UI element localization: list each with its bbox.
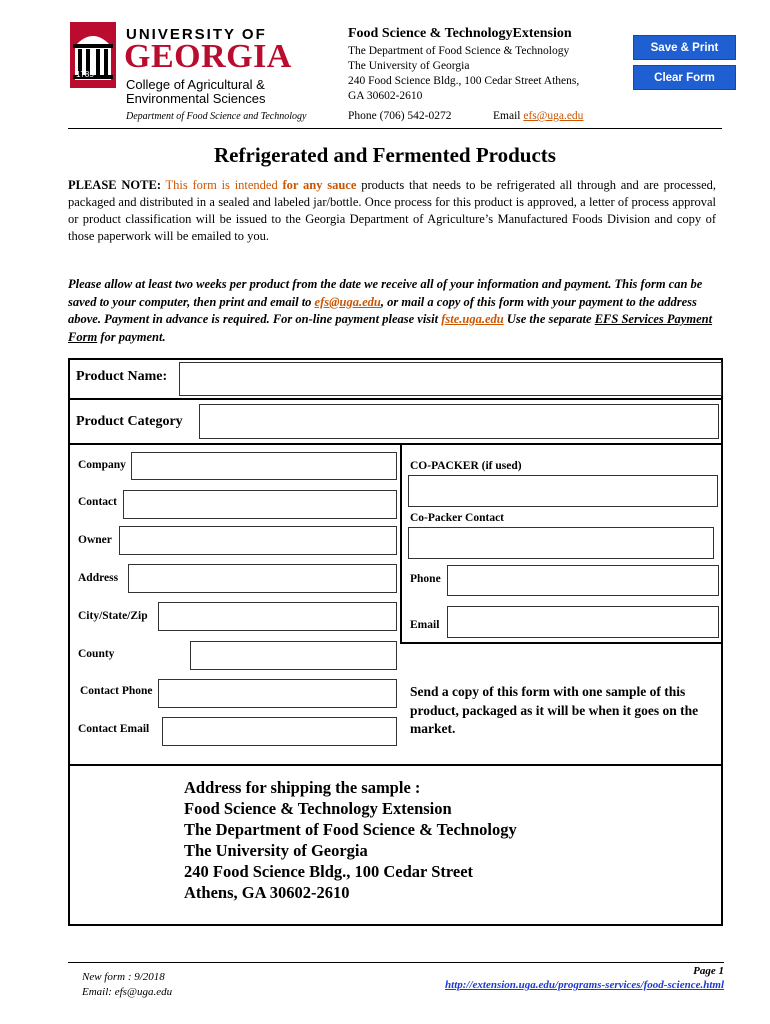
footer-right: [445, 964, 724, 992]
phone-input[interactable]: [447, 565, 719, 596]
note-part2: products that needs to be refrigerated all through and are processed, packaged and distributed in a sealed and labeled jar/bottle. Once process for this product is approved, a letter of process approval or product classification will be issued to the Georgia Department of Agriculture’s Manufactured Foods Division and copy of those paperwork will be emailed to you.: [68, 178, 717, 243]
contact-phone-input[interactable]: [158, 679, 397, 708]
sample-note: Send a copy of this form with one sample of this product, packaged as it will be when it goes on the market.: [410, 684, 699, 736]
instr-text4: for payment.: [100, 329, 166, 344]
owner-label: Owner: [78, 534, 112, 546]
copacker-label: CO-PACKER (if used): [410, 460, 522, 472]
copacker-input[interactable]: [408, 475, 718, 507]
contact-email-input[interactable]: [162, 717, 397, 746]
college-line2: Environmental Sciences: [126, 91, 266, 106]
footer-divider: [68, 962, 724, 963]
product-name-input[interactable]: [179, 362, 722, 396]
college-line1: College of Agricultural &: [126, 77, 265, 92]
contact-phone-label: Contact Phone: [80, 685, 153, 697]
owner-input[interactable]: [119, 526, 397, 555]
email-input[interactable]: [447, 606, 719, 638]
instr-text3: Use the separate: [506, 312, 592, 326]
company-input[interactable]: [131, 452, 397, 480]
shipping-line: The Department of Food Science & Technology: [184, 820, 517, 839]
address-label: Address: [78, 572, 119, 584]
product-name-label: Product Name:: [76, 369, 168, 384]
header-phone: Phone (706) 542-0272: [348, 110, 452, 122]
instr-text1: Please allow at least two weeks per product from the date we receive all of your information and payment. This form can be saved to your computer, then print and email to: [68, 277, 703, 309]
address-line: 240 Food Science Bldg., 100 Cedar Street Athens,: [348, 75, 580, 87]
founded-year: 1785: [76, 70, 94, 79]
footer-left: [82, 970, 172, 1000]
form-divider: [68, 443, 723, 445]
email-label: Email: [493, 110, 521, 122]
contact-label: Contact: [78, 496, 117, 508]
please-note-paragraph: [68, 177, 716, 245]
email-label: Email: [410, 619, 440, 631]
footer-email: Email: efs@uga.edu: [82, 986, 173, 998]
note-emph: for any sauce: [282, 178, 357, 192]
header-title: Food Science & TechnologyExtension: [348, 26, 572, 41]
shipping-line: Food Science & Technology Extension: [184, 799, 452, 818]
email-link[interactable]: efs@uga.edu: [523, 110, 584, 122]
shipping-address: [184, 777, 517, 903]
county-label: County: [78, 648, 115, 660]
column-divider: [400, 443, 402, 644]
form-divider: [68, 398, 723, 400]
form-title: Refrigerated and Fermented Products: [214, 143, 556, 167]
header-address: [348, 44, 579, 104]
instr-text2: , or mail a copy of this form with your payment to the address above. Payment in advance is required. For on-line payment please visit: [68, 294, 697, 326]
payment-form-link[interactable]: EFS Services Payment Form: [68, 312, 713, 344]
shipping-line: The University of Georgia: [184, 841, 368, 860]
logo-department: Department of Food Science and Technology: [126, 111, 307, 122]
shipping-line: 240 Food Science Bldg., 100 Cedar Street: [184, 862, 474, 881]
instructions-paragraph: [68, 276, 718, 346]
copacker-contact-input[interactable]: [408, 527, 714, 559]
note-part1: This form is intended: [165, 178, 278, 192]
address-line: The University of Georgia: [348, 60, 470, 72]
form-date: New form : 9/2018: [82, 971, 165, 983]
product-category-label: Product Category: [76, 414, 183, 429]
form-divider: [68, 764, 723, 766]
footer-url-link[interactable]: http://extension.uga.edu/programs-services/food-science.html: [445, 979, 724, 991]
header-divider: [68, 128, 722, 129]
contact-input[interactable]: [123, 490, 397, 519]
contact-email-label: Contact Email: [78, 723, 150, 735]
city-state-zip-input[interactable]: [158, 602, 397, 631]
header-email: [493, 110, 583, 122]
shipping-line: Athens, GA 30602-2610: [184, 883, 350, 902]
address-input[interactable]: [128, 564, 397, 593]
address-line: GA 30602-2610: [348, 90, 423, 102]
company-label: Company: [78, 459, 126, 471]
phone-label: Phone: [410, 573, 441, 585]
logo-georgia: GEORGIA: [124, 38, 292, 75]
address-line: The Department of Food Science & Technology: [348, 45, 570, 57]
form-divider: [400, 642, 723, 644]
page-number: Page 1: [693, 965, 724, 977]
instr-site-link[interactable]: fste.uga.edu: [441, 312, 504, 326]
city-state-zip-label: City/State/Zip: [78, 610, 148, 622]
shipping-line: Address for shipping the sample :: [184, 778, 421, 797]
save-print-button[interactable]: Save & Print: [633, 35, 736, 60]
logo-university: UNIVERSITY OF: [126, 26, 267, 43]
logo-college: [126, 78, 265, 106]
instr-email-link[interactable]: efs@uga.edu: [314, 294, 381, 309]
county-input[interactable]: [190, 641, 397, 670]
product-category-input[interactable]: [199, 404, 719, 439]
note-label: PLEASE NOTE:: [68, 178, 161, 192]
copacker-contact-label: Co-Packer Contact: [410, 512, 504, 524]
clear-form-button[interactable]: Clear Form: [633, 65, 736, 90]
